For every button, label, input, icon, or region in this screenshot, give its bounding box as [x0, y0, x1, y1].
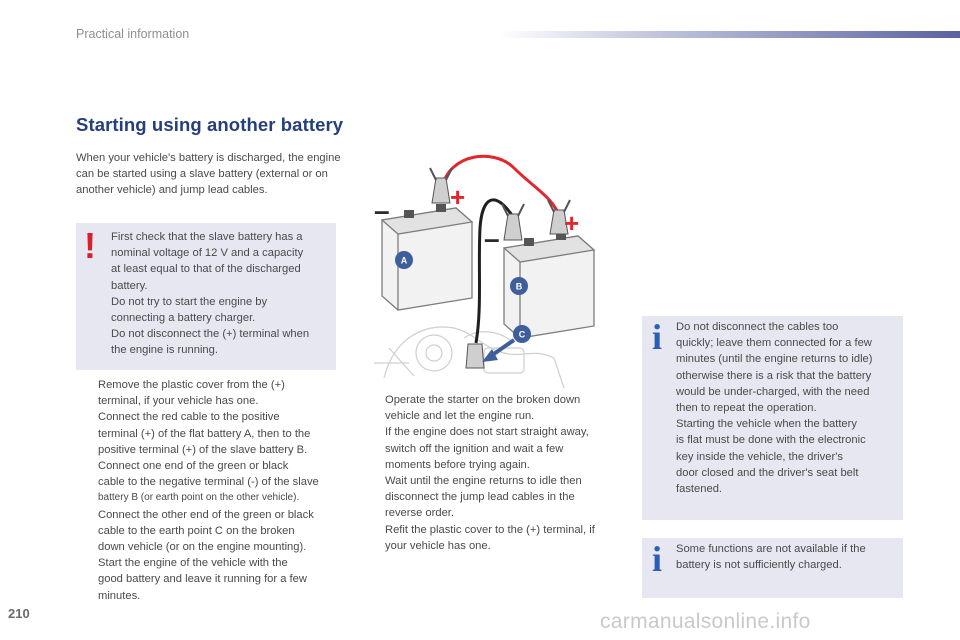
step-line: Connect the red cable to the positive: [98, 411, 280, 424]
jump-start-illustration: [364, 148, 626, 388]
info-line: door closed and the driver's seat belt: [676, 466, 859, 479]
warning-line: First check that the slave battery has a: [111, 231, 303, 243]
step-line: Start the engine of the vehicle with the: [98, 557, 288, 570]
list-item: [76, 377, 351, 409]
info-line: minutes (until the engine returns to idle): [676, 353, 873, 366]
warning-text: [111, 229, 333, 359]
section-title: Practical information: [76, 27, 190, 41]
info-line: Some functions are not available if the: [676, 543, 866, 555]
step-line: Operate the starter on the broken down: [385, 394, 581, 406]
info-line: is flat must be done with the electronic: [676, 434, 866, 447]
badge-a-label: A: [400, 255, 408, 266]
step-line: switch off the ignition and wait a few: [385, 442, 564, 455]
step-line: Wait until the engine returns to idle then: [385, 475, 582, 488]
minus-sign-b: –: [484, 223, 500, 254]
badge-b-label: B: [515, 281, 523, 292]
info-line: otherwise there is a risk that the battery: [676, 369, 872, 382]
list-item: [76, 458, 351, 507]
plus-sign-a: +: [450, 182, 466, 212]
step-line: Remove the plastic cover from the (+): [98, 379, 285, 391]
warning-line: nominal voltage of 12 V and a capacity: [111, 247, 304, 260]
intro-paragraph: When your vehicle's battery is discharged, the engine can be started using a slave battery (external or on another vehicle) and jump lead cables.: [76, 152, 341, 197]
info-icon: i: [652, 539, 663, 579]
clamp-black-b: [502, 204, 524, 240]
watermark: carmanualsonline.info: [600, 610, 811, 633]
badge-c-label: C: [518, 329, 526, 340]
minus-sign-a: –: [374, 195, 390, 226]
list-item: [76, 555, 351, 604]
badge-b: [510, 277, 528, 295]
step-line: terminal, if your vehicle has one.: [98, 395, 259, 408]
step-line: cable to the earth point C on the broken: [98, 524, 295, 537]
step-line: Connect the other end of the green or black: [98, 508, 314, 521]
info-line: fastened.: [676, 483, 723, 496]
step-line: Connect one end of the green or black: [98, 460, 289, 473]
step-line: your vehicle has one.: [385, 539, 491, 552]
page-number: 210: [8, 606, 30, 621]
step-line: reverse order.: [385, 507, 455, 520]
warning-line: at least equal to that of the discharged: [111, 263, 301, 276]
step-line: disconnect the jump lead cables in the: [385, 491, 575, 504]
step-line: minutes.: [98, 589, 141, 602]
arrow-icon: [482, 340, 514, 362]
step-line: cable to the negative terminal (-) of the slave: [98, 476, 319, 489]
warning-line: Do not try to start the engine by: [111, 295, 268, 308]
info-box-functions: [642, 538, 903, 598]
step-line: moments before trying again.: [385, 458, 530, 471]
list-item: [76, 507, 351, 556]
list-item: [363, 473, 633, 522]
exclamation-icon: !: [84, 225, 96, 266]
info-line: then to repeat the operation.: [676, 402, 817, 415]
info-box-cables: [642, 316, 903, 520]
warning-line: Do not disconnect the (+) terminal when: [111, 328, 310, 341]
warning-line: battery.: [111, 279, 148, 292]
list-item: [363, 392, 633, 473]
badge-c: [513, 325, 531, 343]
battery-a: [382, 204, 472, 310]
step-line: positive terminal (+) of the slave battery B.: [98, 443, 308, 456]
badge-a: [395, 251, 413, 269]
plus-sign-b: +: [564, 208, 580, 238]
step-line: vehicle and let the engine run.: [385, 410, 535, 423]
list-item: [363, 522, 633, 554]
step-line: down vehicle (or on the engine mounting).: [98, 541, 307, 554]
step-line: good battery and leave it running for a few: [98, 573, 307, 586]
list-item: [76, 409, 351, 458]
header-rule: [500, 31, 960, 38]
warning-box: [76, 223, 336, 370]
clamp-red-a: [430, 168, 452, 203]
info-line: would be under-charged, with the need: [676, 385, 870, 398]
info-line: key inside the vehicle, the driver's: [676, 450, 843, 463]
step-line: If the engine does not start straight away,: [385, 426, 589, 439]
steps-list-left: [76, 377, 351, 604]
step-line: terminal (+) of the flat battery A, then to the: [98, 427, 311, 440]
page-title: Starting using another battery: [76, 114, 344, 135]
clamp-black-c: [466, 344, 484, 368]
steps-list-right: [363, 392, 633, 554]
info-text: [676, 541, 901, 573]
step-line: Refit the plastic cover to the (+) terminal, if: [385, 523, 595, 536]
info-line: battery is not sufficiently charged.: [676, 559, 842, 572]
info-line: Do not disconnect the cables too: [676, 321, 839, 333]
warning-line: the engine is running.: [111, 344, 218, 357]
info-line: quickly; leave them connected for a few: [676, 337, 872, 350]
step-line: battery B (or earth point on the other vehicle).: [98, 492, 300, 504]
info-text: [676, 319, 901, 497]
warning-line: connecting a battery charger.: [111, 312, 256, 325]
info-line: Starting the vehicle when the battery: [676, 418, 857, 431]
info-icon: i: [652, 317, 663, 357]
